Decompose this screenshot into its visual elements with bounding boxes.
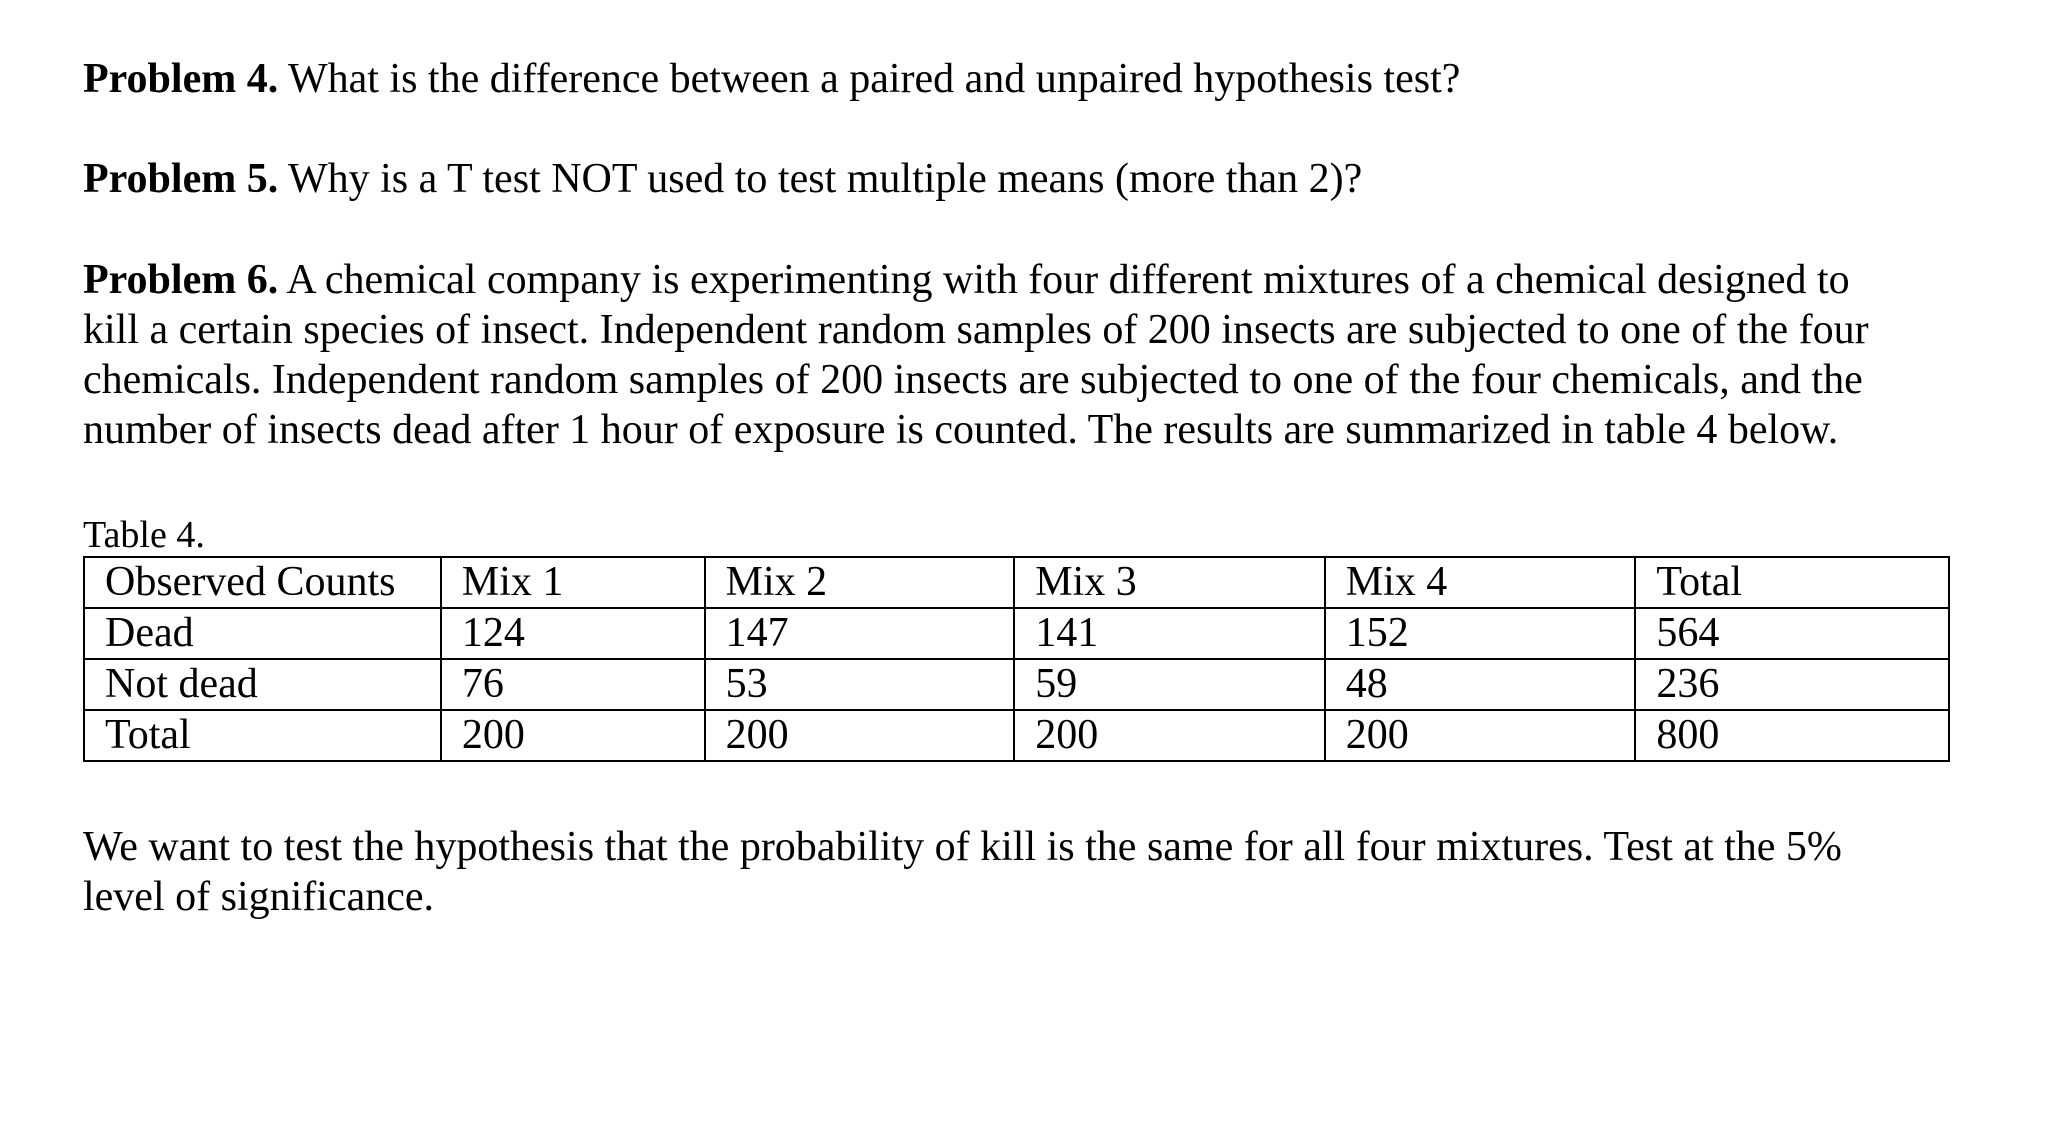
problem-5 bbox=[83, 154, 1963, 204]
table-row bbox=[84, 608, 1949, 659]
table-cell: 236 bbox=[1635, 659, 1949, 710]
table-cell: Total bbox=[84, 710, 441, 761]
problem-6-line-2: kill a certain species of insect. Independent random samples of 200 insects are subjected to one of the four bbox=[83, 307, 1869, 353]
table-cell: 800 bbox=[1635, 710, 1949, 761]
closing-paragraph bbox=[83, 822, 1963, 922]
table-cell: 200 bbox=[1014, 710, 1325, 761]
header-cell: Mix 1 bbox=[441, 557, 705, 608]
table-cell: Not dead bbox=[84, 659, 441, 710]
table-cell: 53 bbox=[705, 659, 1015, 710]
table-caption: Table 4. bbox=[83, 514, 205, 556]
header-cell: Mix 4 bbox=[1325, 557, 1636, 608]
table-cell: 147 bbox=[705, 608, 1015, 659]
observed-counts-table bbox=[83, 556, 1950, 762]
table-cell: Dead bbox=[84, 608, 441, 659]
table-cell: 200 bbox=[705, 710, 1015, 761]
table-cell: 200 bbox=[441, 710, 705, 761]
header-cell: Total bbox=[1635, 557, 1949, 608]
problem-6-line-1: A chemical company is experimenting with four different mixtures of a chemical designed to bbox=[278, 257, 1850, 303]
table-cell: 200 bbox=[1325, 710, 1636, 761]
problem-6-label: Problem 6. bbox=[83, 257, 279, 303]
problem-6-line-3: chemicals. Independent random samples of 200 insects are subjected to one of the four chemicals, and the bbox=[83, 357, 1863, 403]
problem-6-line-4: number of insects dead after 1 hour of exposure is counted. The results are summarized in table 4 below. bbox=[83, 407, 1839, 453]
table-cell: 76 bbox=[441, 659, 705, 710]
problem-5-text: Why is a T test NOT used to test multiple means (more than 2)? bbox=[278, 156, 1363, 202]
table-cell: 141 bbox=[1014, 608, 1325, 659]
problem-4-text: What is the difference between a paired and unpaired hypothesis test? bbox=[278, 56, 1461, 102]
table-cell: 152 bbox=[1325, 608, 1636, 659]
problem-4 bbox=[83, 54, 1963, 104]
table-row bbox=[84, 710, 1949, 761]
table-cell: 564 bbox=[1635, 608, 1949, 659]
problem-6 bbox=[83, 255, 1963, 455]
closing-line-2: level of significance. bbox=[83, 874, 435, 920]
table-row bbox=[84, 659, 1949, 710]
problem-5-label: Problem 5. bbox=[83, 156, 279, 202]
table-cell: 124 bbox=[441, 608, 705, 659]
header-cell: Observed Counts bbox=[84, 557, 441, 608]
table-header-row bbox=[84, 557, 1949, 608]
header-cell: Mix 2 bbox=[705, 557, 1015, 608]
table-cell: 48 bbox=[1325, 659, 1636, 710]
table-cell: 59 bbox=[1014, 659, 1325, 710]
header-cell: Mix 3 bbox=[1014, 557, 1325, 608]
closing-line-1: We want to test the hypothesis that the probability of kill is the same for all four mixtures. Test at the 5% bbox=[83, 824, 1842, 870]
problem-4-label: Problem 4. bbox=[83, 56, 279, 102]
